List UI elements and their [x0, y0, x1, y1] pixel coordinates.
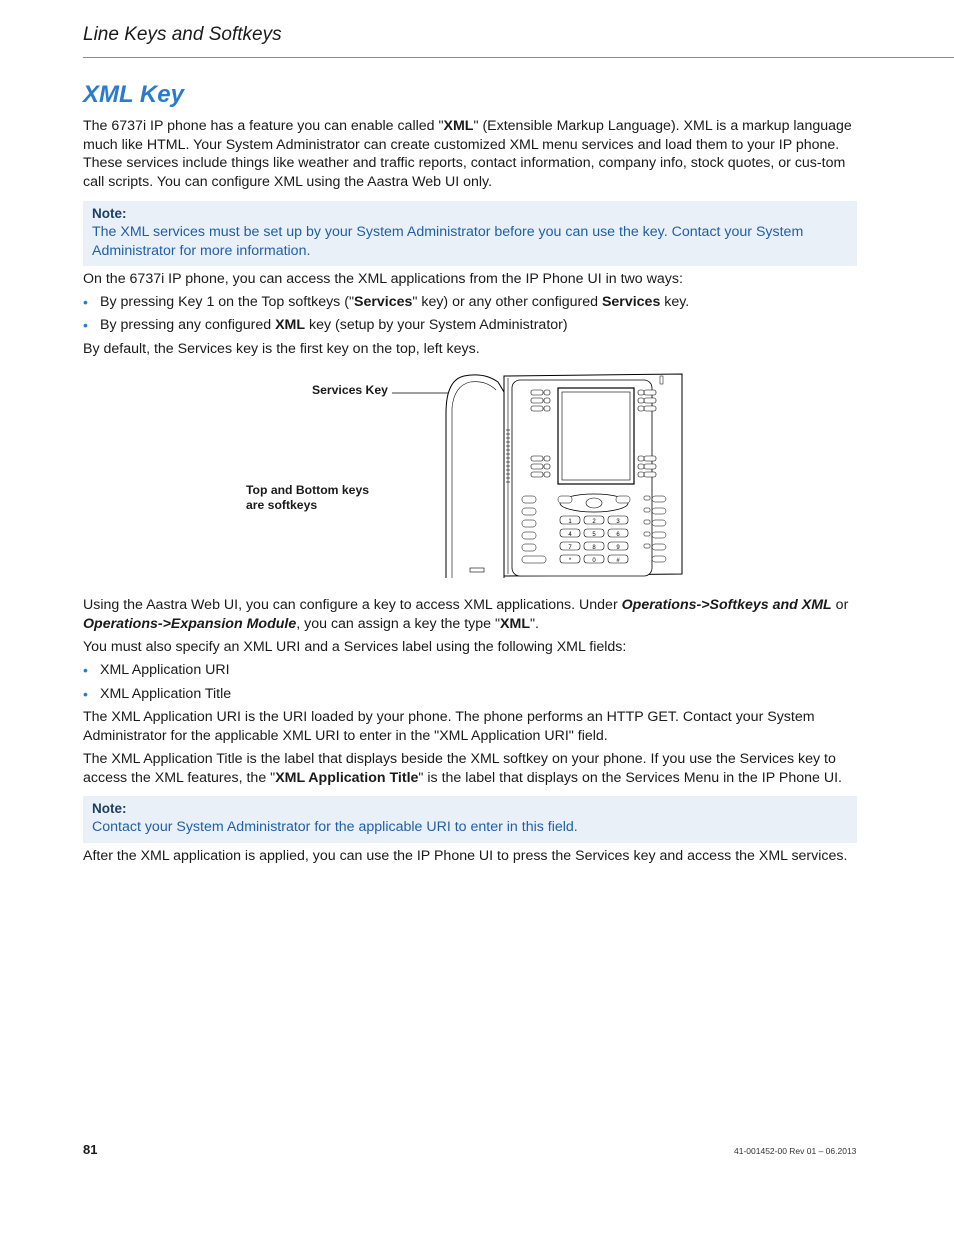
webui-paragraph: Using the Aastra Web UI, you can configure a key to access XML applications. Under Operations->Softkeys and XML or Operations->Expansion Module, you can assign a key the type "XML". — [83, 597, 849, 632]
list-item: • By pressing Key 1 on the Top softkeys ("Services" key) or any other configured Services key. — [83, 294, 690, 310]
document-id: 41-001452-00 Rev 01 – 06.2013 — [734, 1146, 857, 1156]
access-lead-paragraph: On the 6737i IP phone, you can access the XML applications from the IP Phone UI in two ways: — [83, 271, 683, 287]
dial-key-label: * — [568, 558, 572, 564]
note-text: The XML services must be set up by your System Administrator before you can use the key. Contact your System Administrator for more information. — [92, 224, 804, 259]
list-item: • XML Application Title — [83, 686, 232, 702]
dial-key-label: 5 — [592, 532, 596, 538]
dial-key-label: 7 — [568, 545, 572, 551]
dial-key-label: 4 — [568, 532, 572, 538]
page-number: 81 — [83, 1142, 98, 1157]
closing-paragraph: After the XML application is applied, you can use the IP Phone UI to press the Services key and access the XML services. — [83, 848, 848, 864]
title-paragraph: The XML Application Title is the label that displays beside the XML softkey on your phone. If you use the Services key to access the XML features, the "XML Application Title" is the label that displays on the Services Menu in the IP Phone UI. — [83, 751, 842, 786]
list-item: • XML Application URI — [83, 662, 230, 678]
phone-figure — [240, 368, 690, 578]
note-label: Note: — [92, 801, 127, 816]
note-text: Contact your System Administrator for the applicable URI to enter in this field. — [92, 819, 578, 835]
bullet-icon: • — [83, 294, 88, 310]
dial-key-label: 9 — [616, 545, 620, 551]
note-box — [83, 796, 857, 843]
bullet-icon: • — [83, 662, 88, 678]
softkeys-callout: Top and Bottom keys are softkeys — [246, 483, 370, 512]
header-divider — [83, 57, 954, 58]
uri-paragraph: The XML Application URI is the URI loaded by your phone. The phone performs an HTTP GET. Contact your System Administrator for the applicable XML URI to enter in the "XML Application URI" field. — [83, 709, 815, 744]
bullet-icon: • — [83, 686, 88, 702]
running-header: Line Keys and Softkeys — [83, 24, 282, 45]
note-box — [83, 201, 857, 266]
dial-key-label: 2 — [592, 519, 596, 525]
intro-paragraph: The 6737i IP phone has a feature you can enable called "XML" (Extensible Markup Language). XML is a markup language much like HTML. Your System Administrator can create customized XML menu services and load them to your IP phone. These services include things like weather and traffic reports, contact information, company info, stock quotes, or cus-tom call scripts. You can configure XML using the Aastra Web UI only. — [83, 118, 852, 190]
dial-key-label: # — [616, 558, 620, 564]
dial-key-label: 6 — [616, 532, 620, 538]
default-services-paragraph: By default, the Services key is the first key on the top, left keys. — [83, 341, 480, 357]
bullet-icon: • — [83, 317, 88, 333]
dial-key-label: 1 — [568, 519, 572, 525]
section-heading: XML Key — [83, 81, 184, 108]
note-label: Note: — [92, 206, 127, 221]
list-item: • By pressing any configured XML key (setup by your System Administrator) — [83, 317, 568, 333]
phone-illustration — [240, 368, 690, 578]
fields-lead-paragraph: You must also specify an XML URI and a Services label using the following XML fields: — [83, 639, 627, 655]
dial-key-label: 8 — [592, 545, 596, 551]
services-key-callout: Services Key — [312, 383, 388, 397]
dial-key-label: 0 — [592, 558, 596, 564]
dial-key-label: 3 — [616, 519, 620, 525]
